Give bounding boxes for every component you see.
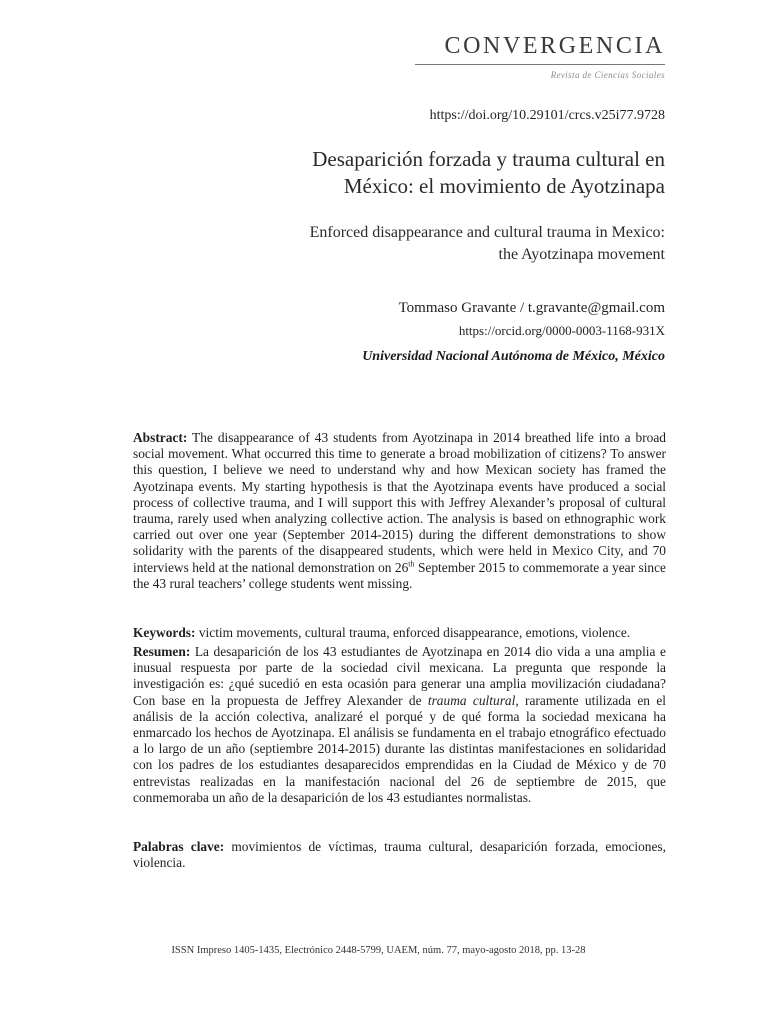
title-en-line-1: Enforced disappearance and cultural trauma in Mexico: bbox=[309, 224, 665, 241]
palabras-clave-text: movimientos de víctimas, trauma cultural, desaparición forzada, emociones, violencia. bbox=[133, 839, 666, 871]
page-footer-issn: ISSN Impreso 1405-1435, Electrónico 2448-5799, UAEM, núm. 77, mayo-agosto 2018, pp. 13-28 bbox=[171, 945, 586, 956]
keywords-label: Keywords: bbox=[133, 625, 196, 640]
keywords-text: victim movements, cultural trauma, enforced disappearance, emotions, violence. bbox=[195, 625, 631, 640]
abstract-superscript: th bbox=[408, 559, 415, 569]
abstract-text-end: September 2015 to commemorate a year since the 43 rural teachers’ college students went missing. bbox=[133, 559, 666, 591]
resumen-label: Resumen: bbox=[133, 644, 191, 659]
author-name-email: Tommaso Gravante / t.gravante@gmail.com bbox=[398, 300, 665, 316]
resumen-paragraph bbox=[133, 644, 666, 806]
title-en-line-2: the Ayotzinapa movement bbox=[498, 246, 665, 263]
journal-subtitle: Revista de Ciencias Sociales bbox=[550, 70, 665, 80]
journal-name: CONVERGENCIA bbox=[444, 33, 665, 59]
article-title-es bbox=[312, 146, 665, 200]
abstract-label: Abstract: bbox=[133, 430, 188, 445]
abstract-text: The disappearance of 43 students from Ayotzinapa in 2014 breathed life into a broad social movement. What occurred this time to generate a broad mobilization of citizens? To answer this question, I believe we need to understand why and how Mexican society has framed the Ayotzinapa events. My starting hypothesis is that the Ayotzinapa events have produced a social process of collective trauma, and I will support this with Jeffrey Alexander’s proposal of cultural trauma, rarely used when analyzing collective action. The analysis is based on ethnographic work carried out over one year (September 2014-2015) during the different demonstrations to show solidarity with the parents of the disappeared students, which were held in Mexico City, and 70 interviews held at the national demonstration on 26 bbox=[133, 430, 666, 575]
author-orcid[interactable]: https://orcid.org/0000-0003-1168-931X bbox=[458, 323, 665, 338]
palabras-clave-paragraph bbox=[133, 839, 666, 871]
doi-link[interactable]: https://doi.org/10.29101/crcs.v25i77.9728 bbox=[429, 108, 665, 123]
resumen-text-end: , raramente utilizada en el análisis de la acción colectiva, analizaré el porqué y de qué forma la sociedad mexicana ha enmarcado los hechos de Ayotzinapa. El análisis se fundamenta en el trabajo etnográfico efectuado a lo largo de un año (septiembre 2014-2015) durante las distintas manifestaciones en solidaridad con los padres de los estudiantes desaparecidos emprendidas en la Ciudad de México y de 70 entrevistas realizadas en la manifestación nacional del 26 de septiembre de 2015, que conmemoraba un año de la desaparición de los 43 estudiantes normalistas. bbox=[133, 692, 667, 805]
author-affiliation: Universidad Nacional Autónoma de México, México bbox=[362, 349, 665, 364]
article-title-en bbox=[310, 222, 665, 266]
keywords-paragraph bbox=[133, 625, 666, 641]
resumen-text: La desaparición de los 43 estudiantes de Ayotzinapa en 2014 dio vida a una amplia e inusual respuesta por parte de la sociedad civil mexicana. La pregunta que responde la investigación es: ¿qué sucedió en esta ocasión para generar una amplia movilización ciudadana? Con base en la propuesta de Jeffrey Alexander de bbox=[133, 644, 666, 708]
abstract-paragraph bbox=[133, 430, 666, 592]
title-es-line-1: Desaparición forzada y trauma cultural en bbox=[312, 147, 665, 171]
resumen-italic-term: trauma cultural bbox=[427, 692, 516, 708]
journal-masthead bbox=[415, 34, 665, 80]
title-es-line-2: México: el movimiento de Ayotzinapa bbox=[343, 174, 665, 198]
palabras-clave-label: Palabras clave: bbox=[133, 839, 225, 854]
masthead-rule bbox=[415, 64, 665, 65]
